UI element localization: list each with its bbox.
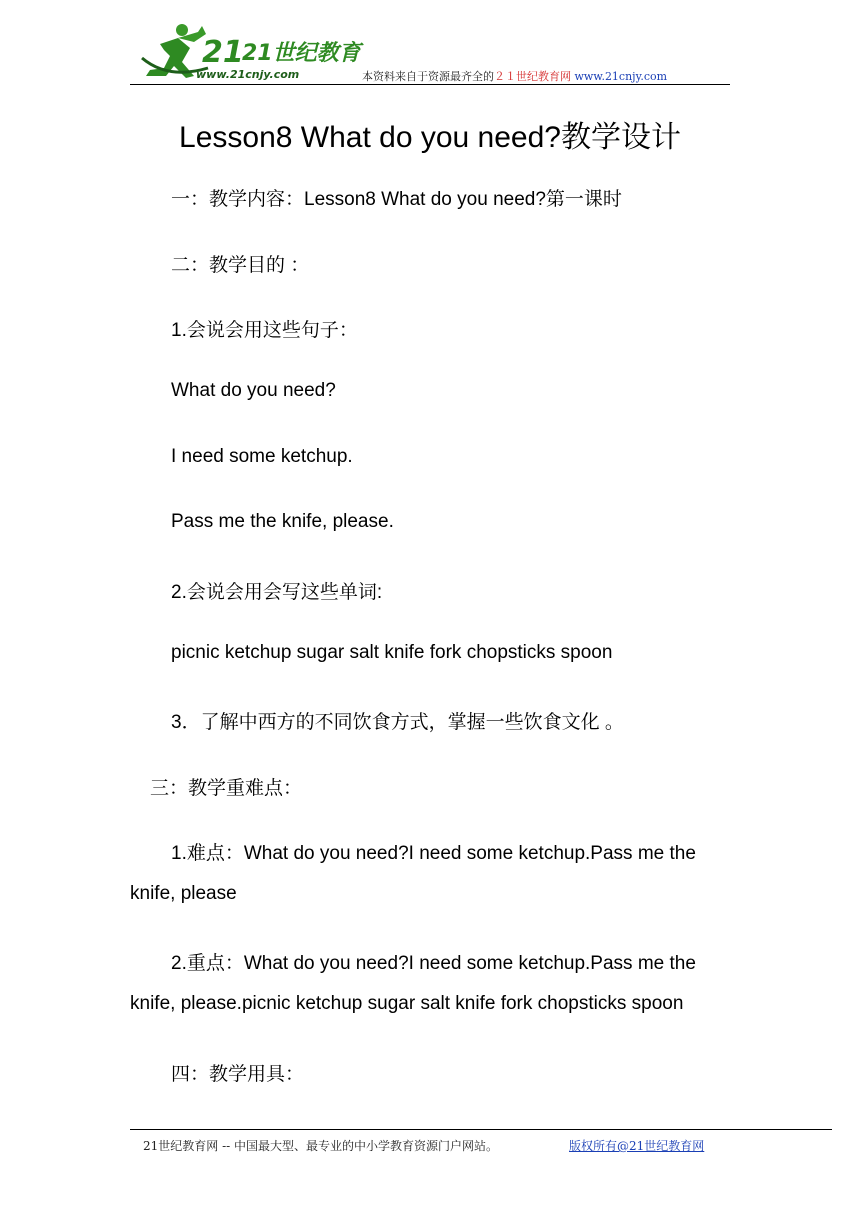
goal-2-heading: 2.会说会用会写这些单词: bbox=[171, 582, 383, 603]
sentence-i-need-ketchup: I need some ketchup. bbox=[171, 446, 353, 467]
header-note-url[interactable]: www.21cnjy.com bbox=[574, 70, 668, 83]
difficulty-line-1: 1.难点：What do you need?I need some ketchup.Pass me the bbox=[171, 843, 696, 864]
footer-text: 21世纪教育网 -- 中国最大型、最专业的中小学教育资源门户网站。 bbox=[143, 1139, 499, 1153]
svg-text:21: 21 bbox=[202, 35, 244, 70]
key-point-line-2: knife, please.picnic ketchup sugar salt knife fork chopsticks spoon bbox=[130, 993, 684, 1014]
section-2-heading: 二：教学目的 ： bbox=[171, 255, 310, 276]
section-1-content: 一：教学内容：Lesson8 What do you need?第一课时 bbox=[171, 189, 622, 210]
goal-1-heading: 1.会说会用这些句子： bbox=[171, 320, 358, 341]
logo-url-text: www.21cnjy.com bbox=[196, 68, 300, 81]
section-4-heading: 四：教学用具： bbox=[171, 1064, 305, 1085]
section-3-heading: 三：教学重难点： bbox=[150, 778, 303, 799]
footer-divider bbox=[130, 1129, 832, 1130]
site-logo bbox=[138, 18, 361, 86]
logo-text: 21世纪教育 bbox=[242, 41, 361, 66]
goal-3: 3．了解中西方的不同饮食方式，掌握一些饮食文化 。 bbox=[171, 712, 624, 733]
footer-copyright-link[interactable]: 版权所有@21世纪教育网 bbox=[569, 1139, 705, 1153]
header-note bbox=[362, 68, 667, 84]
key-point-line-1: 2.重点：What do you need?I need some ketchup.Pass me the bbox=[171, 953, 696, 974]
document-title: Lesson8 What do you need?教学设计 bbox=[179, 121, 681, 154]
header-note-site[interactable]: ２１世纪教育网 bbox=[494, 70, 571, 83]
vocabulary-list: picnic ketchup sugar salt knife fork chopsticks spoon bbox=[171, 642, 613, 663]
header-note-prefix: 本资料来自于资源最齐全的 bbox=[362, 70, 494, 83]
difficulty-line-2: knife, please bbox=[130, 883, 237, 904]
header-divider bbox=[130, 84, 730, 85]
sentence-what-do-you-need: What do you need? bbox=[171, 380, 336, 401]
sentence-pass-knife: Pass me the knife, please. bbox=[171, 511, 394, 532]
